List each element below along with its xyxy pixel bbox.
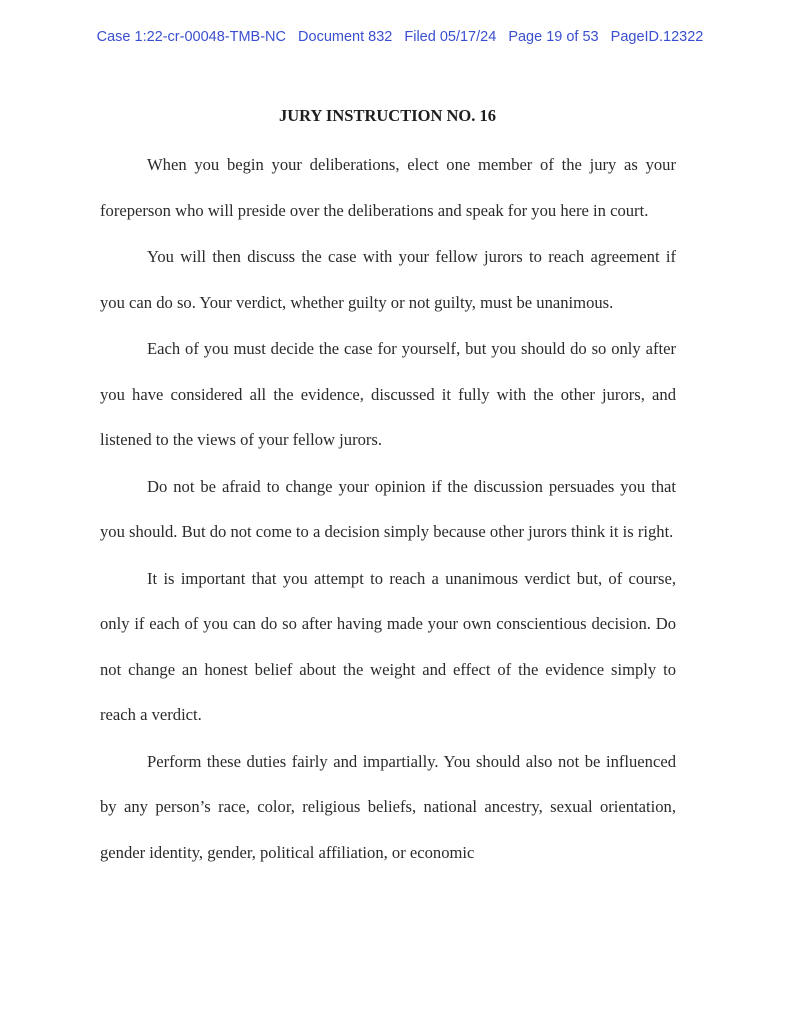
paragraph-unanimous: You will then discuss the case with your fellow jurors to reach agreement if you can do so. Your verdict, whether guilty or not guilty, must be unanimous. xyxy=(100,247,676,312)
paragraph-foreperson: When you begin your deliberations, elect one member of the jury as your foreperson who will preside over the deliberations and speak for you here in court. xyxy=(100,155,676,220)
filed-date: Filed 05/17/24 xyxy=(404,29,497,45)
page-id: PageID.12322 xyxy=(610,29,704,45)
instruction-body xyxy=(100,142,676,875)
paragraph-decide: Each of you must decide the case for yourself, but you should do so only after you have considered all the evidence, discussed it fully with the other jurors, and listened to the views of your fellow jurors. xyxy=(100,339,676,449)
instruction-title: JURY INSTRUCTION NO. 16 xyxy=(279,106,496,125)
paragraph-impartial: Perform these duties fairly and impartially. You should also not be influenced by any person’s race, color, religious beliefs, national ancestry, sexual orientation, gender identity, gender, political affiliation, or economic xyxy=(100,751,676,862)
page-count: Page 19 of 53 xyxy=(508,29,599,45)
case-number: Case 1:22-cr-00048-TMB-NC xyxy=(96,29,286,45)
paragraph-honest-belief: It is important that you attempt to reach a unanimous verdict but, of course, only if each of you can do so after having made your own conscientious decision. Do not change an honest belief about the weight and effect of the evidence simply to reach a verdict. xyxy=(100,568,676,724)
paragraph-change-opinion: Do not be afraid to change your opinion if the discussion persuades you that you should. But do not come to a decision simply because other jurors think it is right. xyxy=(100,476,676,541)
court-filing-header xyxy=(0,29,800,45)
document-number: Document 832 xyxy=(298,29,393,45)
